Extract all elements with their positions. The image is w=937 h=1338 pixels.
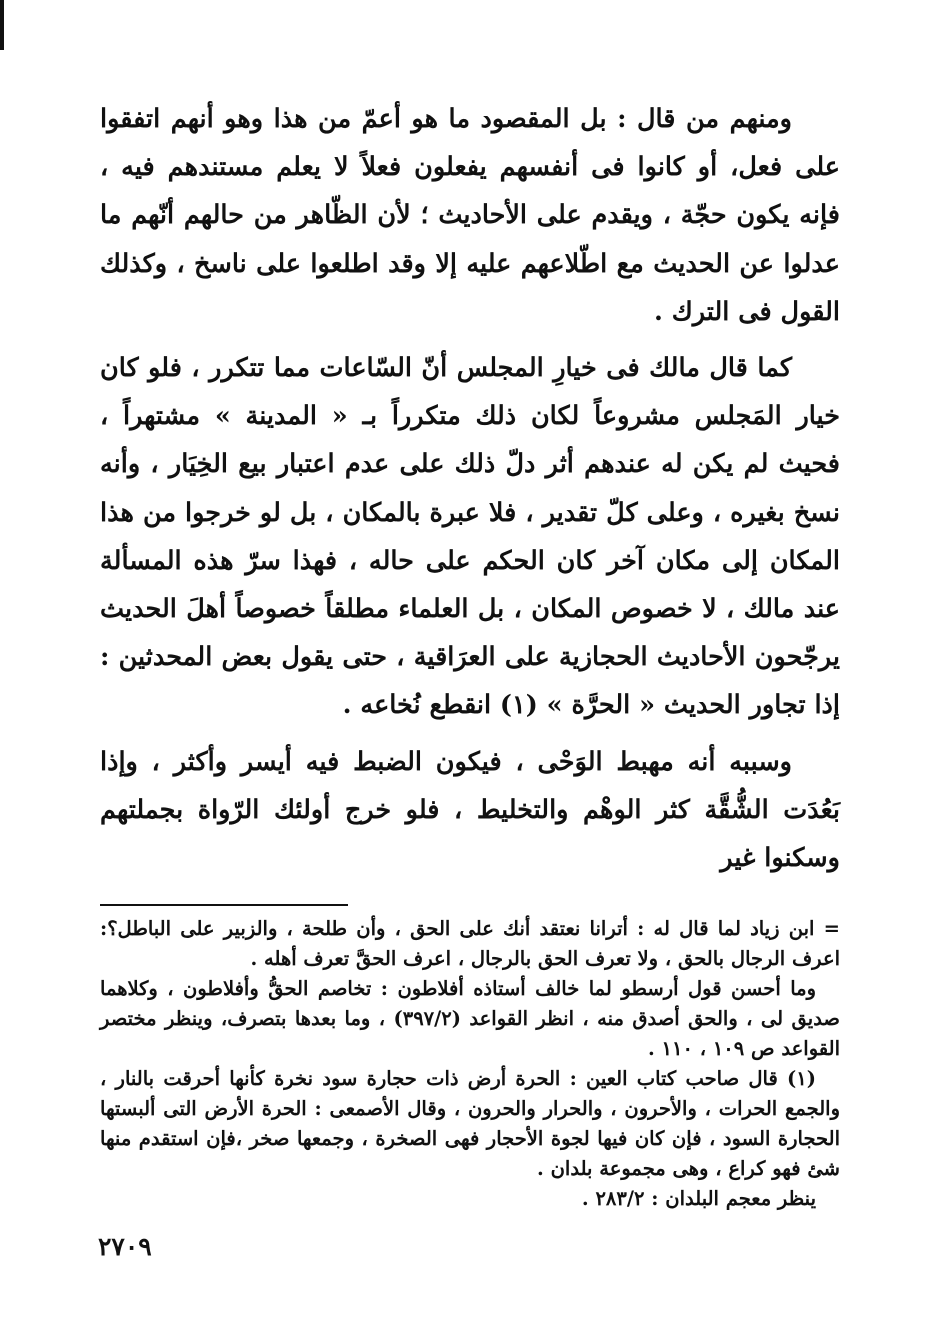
footnote-1: (١) قال صاحب كتاب العين : الحرة أرض ذات حجارة سود نخرة كأنها أحرقت بالنار ، والجمع الحرات ، والأحرون ، والحرار والحرون ، وقال الأصمعى : الحرة الأرض التى ألبستها الحجارة السود ، فإن كان فيها لجوة الأحجار فهى الصخرة ، وجمعها صخر ،فإن استقدم منها شئ فهو كراع ، وهى مجموعة بلدان . <box>100 1067 840 1181</box>
footnote-quote: وما أحسن قول أرسطو لما خالف أستاذه أفلاطون : تخاصم الحقُّ وأفلاطون ، وكلاهما صديق لى ، والحق أصدق منه ، انظر القواعد (٣٩٧/٢) ، وما بعدها بتصرف، وينظر مختصر القواعد ص ١٠٩ ، ١١٠ . <box>100 977 840 1061</box>
document-page <box>100 95 840 1214</box>
footnotes <box>100 914 840 1214</box>
footnote-reference: ينظر معجم البلدان : ٢٨٣/٢ . <box>581 1187 816 1211</box>
footnote-separator <box>100 904 348 906</box>
scan-edge-mark <box>0 0 4 50</box>
paragraph-3: وسببه أنه مهبط الوَحْى ، فيكون الضبط فيه أيسر وأكثر ، وإذا بَعُدَت الشُّقَّة كثر الوهْم والتخليط ، فلو خرج أولئك الرّواة بجملتهم وسكنوا غير <box>100 746 840 874</box>
main-text <box>100 95 840 882</box>
paragraph-2: كما قال مالك فى خيارِ المجلس أنّ السّاعات مما تتكرر ، فلو كان خيار المَجلس مشروعاً لكان ذلك متكرراً بـ « المدينة » مشتهراً ، فحيث لم يكن له عندهم أثر دلّ ذلك على عدم اعتبار بيع الخِيَار ، وأنه نسخ بغيره ، وعلى كلّ تقدير ، فلا عبرة بالمكان ، بل لو خرجوا من هذا المكان إلى مكان آخر كان الحكم على حاله ، فهذا سرّ هذه المسألة عند مالك ، لا خصوص المكان ، بل العلماء مطلقاً خصوصاً أهلَ الحديث يرجّحون الأحاديث الحجازية على العرَاقية ، حتى يقول بعض المحدثين : إذا تجاور الحديث « الحرَّة » (١) انقطع نُخاعه . <box>100 353 840 721</box>
page-number: ٢٧٠٩ <box>98 1232 152 1261</box>
footnote-continuation: = ابن زياد لما قال له : أترانا نعتقد أنك على الحق ، وأن طلحة ، والزبير على الباطل؟: اعرف الرجال بالحق ، ولا تعرف الحق بالرجال ، اعرف الحقَّ تعرف أهله . <box>100 917 840 971</box>
paragraph-1: ومنهم من قال : بل المقصود ما هو أعمّ من هذا وهو أنهم اتفقوا على فعل، أو كانوا فى أنفسهم يفعلون فعلاً لا يعلم مستندهم فيه ، فإنه يكون حجّة ، ويقدم على الأحاديث ؛ لأن الظّاهر من حالهم أنّهم ما عدلوا عن الحديث مع اطّلاعهم عليه إلا وقد اطلعوا على ناسخ ، وكذلك القول فى الترك . <box>100 104 840 327</box>
